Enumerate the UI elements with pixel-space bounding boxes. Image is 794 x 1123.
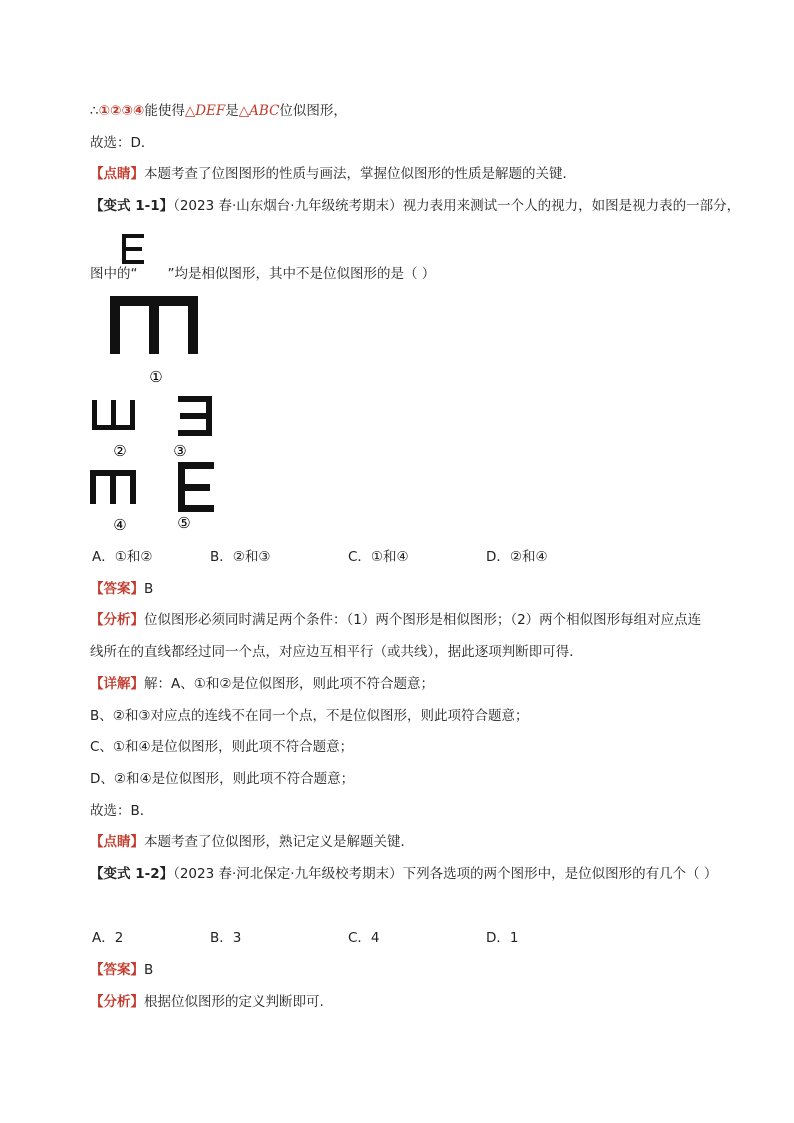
optotype-5 [178,462,214,512]
variant-text: （2023 春·山东烟台·九年级统考期末）视力表用来测试一个人的视力，如图是视力表的一部分， [173,198,741,214]
option-b-2: B．3 [210,930,242,946]
analysis-tag: 【分析】 [90,994,144,1010]
variant-tag: 【变式 1-1】 [90,198,174,214]
comment-text: 本题考查了位似图形，熟记定义是解题关键． [144,834,414,850]
option-a-2: A．2 [92,930,124,946]
comment-tag: 【点睛】 [90,834,144,850]
analysis-line-3 [90,993,324,1011]
label-4: ④ [113,516,127,534]
detail-line-3: C、①和④是位似图形，则此项不符合题意； [90,739,354,755]
text-segment: 位似图形， [279,103,347,119]
triangle-def: DEF [195,103,226,119]
triangle-symbol: △ [184,103,196,119]
answer-value: B [144,581,154,597]
detail-line-2: B、②和③对应点的连线不在同一个点，不是位似图形，则此项符合题意； [90,708,529,724]
variant-1-2-title [90,865,717,883]
comment-text: 本题考查了位图图形的性质与画法，掌握位似图形的性质是解题的关键． [144,166,576,182]
eye-chart-figure [80,288,280,538]
option-a: A．①和② [92,549,153,565]
answer-value: B [144,962,154,978]
variant-text: （2023 春·河北保定·九年级校考期末）下列各选项的两个图形中，是位似图形的有几个（ ） [173,866,718,882]
comment-tag: 【点睛】 [90,166,144,182]
circled-numbers: ①②③④ [98,103,145,119]
answer-line-2 [90,961,153,979]
label-2: ② [113,442,127,460]
label-5: ⑤ [177,514,191,532]
optotype-2 [92,400,135,430]
optotype-3 [178,396,212,436]
triangle-abc: ABC [249,103,280,119]
option-c: C．①和④ [348,549,409,565]
detail-line-4: D、②和④是位似图形，则此项不符合题意； [90,771,355,787]
variant-tag: 【变式 1-2】 [90,866,174,882]
comment-line-2 [90,833,414,851]
option-d-2: D．1 [486,930,519,946]
text-segment: 图中的“ [90,266,138,282]
therefore-symbol: ∴ [90,103,99,119]
conclusion-line [90,102,347,120]
optotype-1 [110,296,198,354]
comment-line [90,165,576,183]
analysis-text: 位似图形必须同时满足两个条件：（1）两个图形是相似图形；（2）两个相似图形每组对应点连 [144,612,702,628]
option-d: D．②和④ [486,549,548,565]
inline-e-symbol [120,232,148,266]
triangle-symbol: △ [238,103,250,119]
option-b: B．②和③ [210,549,271,565]
analysis-line-1 [90,611,701,629]
analysis-text: 根据位似图形的定义判断即可. [144,994,324,1010]
option-c-2: C．4 [348,930,380,946]
answer-line [90,580,153,598]
variant-1-1-title [90,197,740,215]
analysis-line-2: 线所在的直线都经过同一个点，对应边互相平行（或共线），据此逐项判断即可得． [90,644,583,660]
label-1: ① [149,368,163,386]
optotype-4 [90,470,136,504]
text-segment: 能使得 [144,103,185,119]
label-3: ③ [173,442,187,460]
answer-tag: 【答案】 [90,581,144,597]
text-segment: 是 [225,103,239,119]
answer-tag: 【答案】 [90,962,144,978]
detail-text: 解：A、①和②是位似图形，则此项不符合题意； [144,676,434,692]
detail-tag: 【详解】 [90,676,144,692]
detail-line-1 [90,675,434,693]
analysis-tag: 【分析】 [90,612,144,628]
choice-line: 故选：D． [90,135,155,151]
variant-1-1-question [90,265,435,283]
detail-line-5: 故选：B． [90,803,154,819]
text-segment: ”均是相似图形，其中不是位似图形的是（ ） [167,266,436,282]
